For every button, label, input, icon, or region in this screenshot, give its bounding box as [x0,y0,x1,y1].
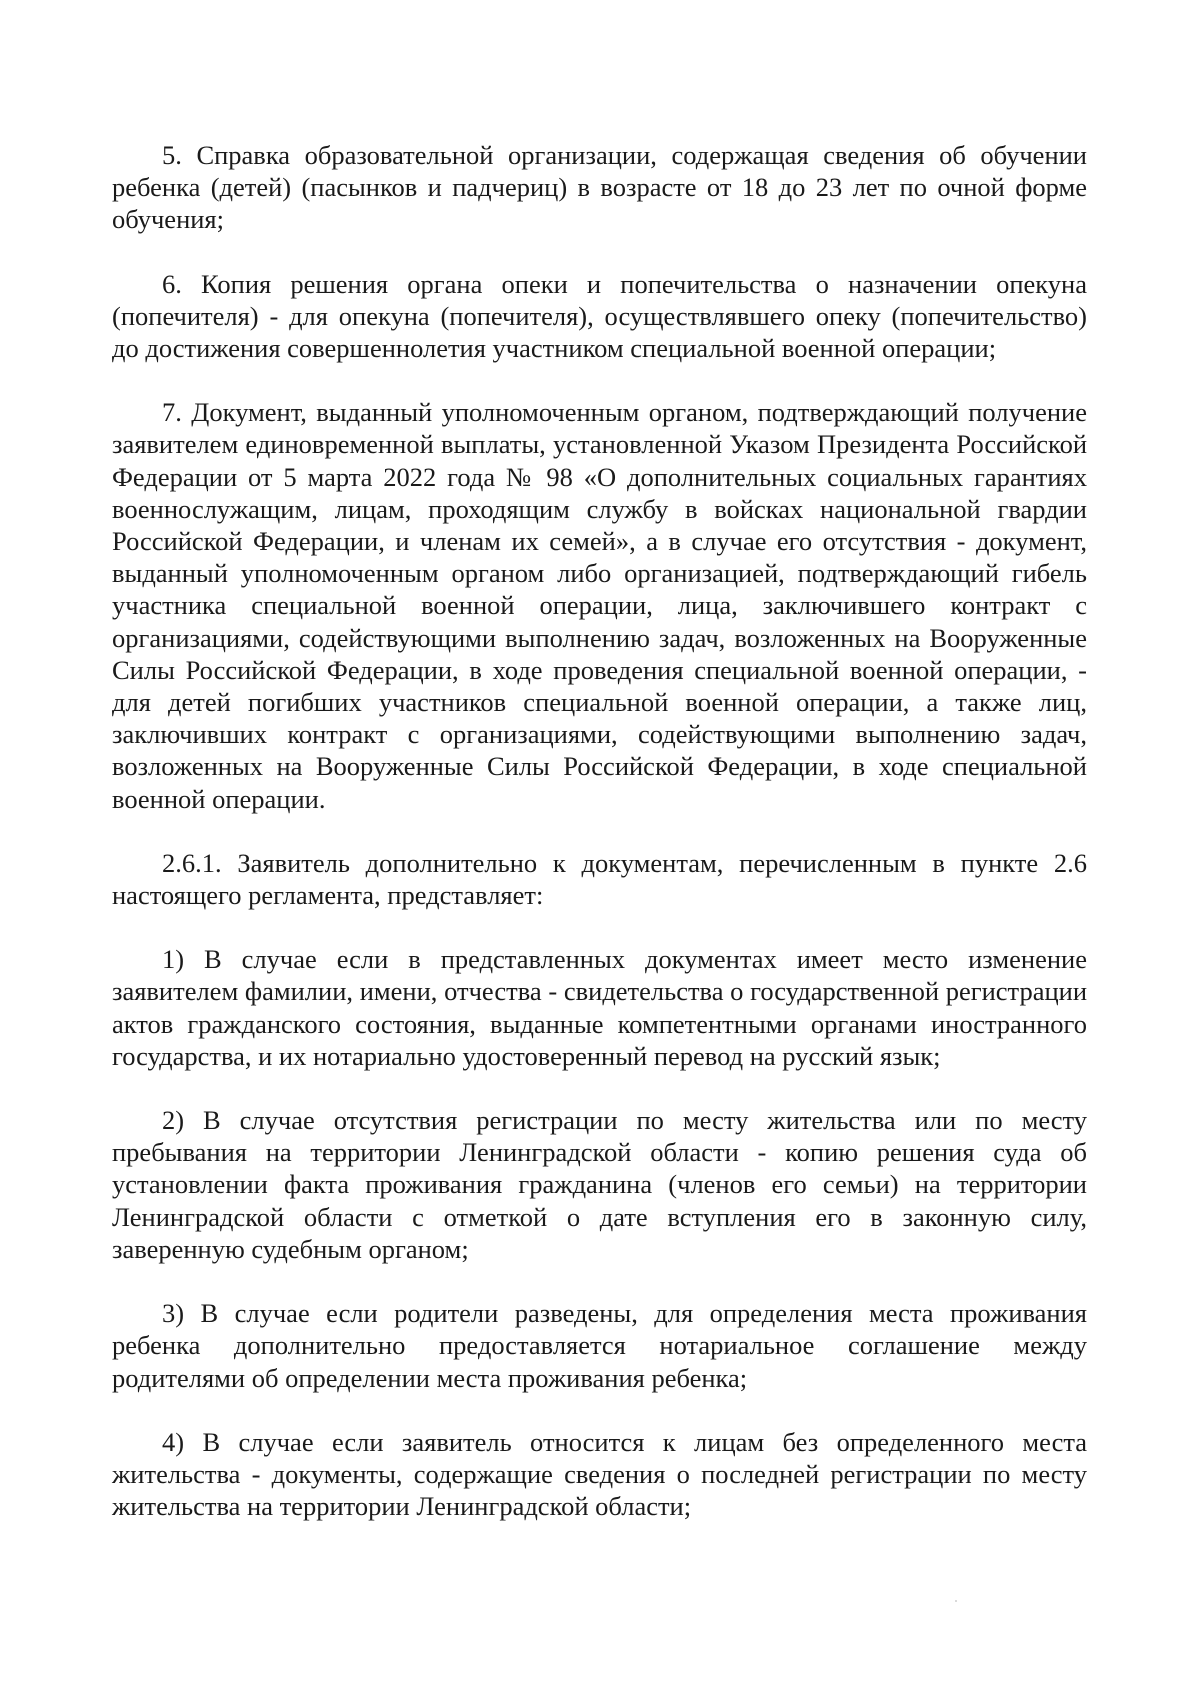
paragraph-subitem-4: 4) В случае если заявитель относится к лицам без определенного места жительства - документы, содержащие сведения о последней регистрации по месту жительства на территории Ленинградской области; [112,1426,1087,1522]
paragraph-subitem-2: 2) В случае отсутствия регистрации по месту жительства или по месту пребывания на территории Ленинградской области - копию решения суда об установлении факта проживания гражданина (членов его семьи) на территории Ленинградской области с отметкой о дате вступления его в законную силу, заверенную судебным органом; [112,1105,1087,1264]
paragraph-item-7: 7. Документ, выданный уполномоченным органом, подтверждающий получение заявителем единовременной выплаты, установленной Указом Президента Российской Федерации от 5 марта 2022 года № 98 «О дополнительных социальных гарантиях военнослужащим, лицам, проходящим службу в войсках национальной гвардии Российской Федерации, и членам их семей», а в случае его отсутствия - документ, выданный уполномоченным органом либо организацией, подтверждающий гибель участника специальной военной операции, лица, заключившего контракт с организациями, содействующими выполнению задач, возложенных на Вооруженные Силы Российской Федерации, в ходе проведения специальной военной операции, - для детей погибших участников специальной военной операции, а также лиц, заключивших контракт с организациями, содействующими выполнению задач, возложенных на Вооруженные Силы Российской Федерации, в ходе специальной военной операции. [112,397,1087,814]
paragraph-clause-2-6-1: 2.6.1. Заявитель дополнительно к документам, перечисленным в пункте 2.6 настоящего регламента, представляет: [112,847,1087,911]
paragraph-subitem-1: 1) В случае если в представленных документах имеет место изменение заявителем фамилии, имени, отчества - свидетельства о государственной регистрации актов гражданского состояния, выданные компетентными органами иностранного государства, и их нотариально удостоверенный перевод на русский язык; [112,944,1087,1071]
paragraph-subitem-3: 3) В случае если родители разведены, для определения места проживания ребенка дополнительно предоставляется нотариальное соглашение между родителями об определении места проживания ребенка; [112,1298,1087,1393]
document-body [112,139,1087,1522]
paragraph-item-6: 6. Копия решения органа опеки и попечительства о назначении опекуна (попечителя) - для опекуна (попечителя), осуществлявшего опеку (попечительство) до достижения совершеннолетия участником специальной военной операции; [112,268,1087,364]
scan-speck [955,1600,957,1602]
paragraph-item-5: 5. Справка образовательной организации, содержащая сведения об обучении ребенка (детей) (пасынков и падчериц) в возрасте от 18 до 23 лет по очной форме обучения; [112,140,1087,235]
